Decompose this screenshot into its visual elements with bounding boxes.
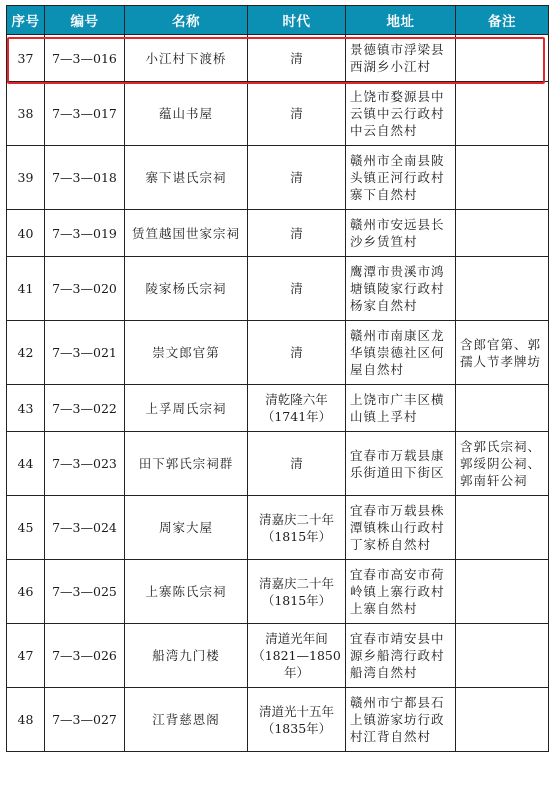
cell-code: 7—3—026 [45,624,125,688]
cell-era: 清 [248,82,346,146]
cell-code: 7—3—024 [45,496,125,560]
cell-address: 赣州市全南县陂头镇正河行政村寨下自然村 [346,146,456,210]
cell-era: 清 [248,210,346,257]
heritage-table [6,5,549,752]
cell-seq: 40 [7,210,45,257]
cell-address: 宜春市万载县株潭镇株山行政村丁家桥自然村 [346,496,456,560]
cell-era: 清 [248,321,346,385]
cell-era: 清嘉庆二十年（1815年） [248,496,346,560]
cell-seq: 37 [7,35,45,82]
cell-code: 7—3—021 [45,321,125,385]
cell-seq: 39 [7,146,45,210]
cell-name: 江背慈恩阁 [125,688,248,752]
cell-note [456,210,549,257]
cell-address: 赣州市安远县长沙乡赁笪村 [346,210,456,257]
cell-name: 上寨陈氏宗祠 [125,560,248,624]
cell-note [456,560,549,624]
cell-code: 7—3—020 [45,257,125,321]
table-row [7,624,549,688]
cell-note [456,496,549,560]
cell-seq: 46 [7,560,45,624]
header-code: 编号 [45,6,125,35]
cell-era: 清乾隆六年（1741年） [248,385,346,432]
cell-address: 鹰潭市贵溪市鸿塘镇陵家行政村杨家自然村 [346,257,456,321]
cell-name: 崇文郎官第 [125,321,248,385]
header-row [7,6,549,35]
cell-seq: 44 [7,432,45,496]
cell-note [456,257,549,321]
cell-seq: 38 [7,82,45,146]
cell-code: 7—3—027 [45,688,125,752]
cell-code: 7—3—019 [45,210,125,257]
table-row [7,82,549,146]
table-row [7,321,549,385]
cell-address: 赣州市宁都县石上镇游家坊行政村江背自然村 [346,688,456,752]
cell-name: 田下郭氏宗祠群 [125,432,248,496]
table-row [7,35,549,82]
cell-name: 周家大屋 [125,496,248,560]
cell-name: 蕴山书屋 [125,82,248,146]
table-row [7,210,549,257]
cell-name: 赁笪越国世家宗祠 [125,210,248,257]
cell-address: 赣州市南康区龙华镇崇德社区何屋自然村 [346,321,456,385]
cell-name: 小江村下渡桥 [125,35,248,82]
cell-era: 清 [248,35,346,82]
cell-name: 船湾九门楼 [125,624,248,688]
header-name: 名称 [125,6,248,35]
cell-code: 7—3—023 [45,432,125,496]
cell-note [456,688,549,752]
cell-seq: 41 [7,257,45,321]
cell-seq: 43 [7,385,45,432]
cell-note [456,146,549,210]
table-row [7,496,549,560]
header-seq: 序号 [7,6,45,35]
cell-note [456,385,549,432]
cell-note [456,82,549,146]
table-row [7,560,549,624]
cell-note [456,624,549,688]
cell-address: 景德镇市浮梁县西湖乡小江村 [346,35,456,82]
header-address: 地址 [346,6,456,35]
cell-address: 宜春市靖安县中源乡船湾行政村船湾自然村 [346,624,456,688]
cell-address: 上饶市婺源县中云镇中云行政村中云自然村 [346,82,456,146]
cell-code: 7—3—017 [45,82,125,146]
cell-era: 清道光十五年（1835年） [248,688,346,752]
cell-era: 清 [248,146,346,210]
cell-seq: 42 [7,321,45,385]
cell-address: 宜春市高安市荷岭镇上寨行政村上寨自然村 [346,560,456,624]
table-row [7,688,549,752]
cell-seq: 45 [7,496,45,560]
table-row [7,385,549,432]
table-row [7,146,549,210]
cell-seq: 47 [7,624,45,688]
table-row [7,432,549,496]
cell-note: 含郎官第、郭孺人节孝牌坊 [456,321,549,385]
cell-code: 7—3—025 [45,560,125,624]
header-note: 备注 [456,6,549,35]
table-row [7,257,549,321]
cell-era: 清道光年间（1821—1850年） [248,624,346,688]
cell-seq: 48 [7,688,45,752]
cell-era: 清 [248,257,346,321]
cell-address: 上饶市广丰区横山镇上孚村 [346,385,456,432]
cell-note [456,35,549,82]
table-body [7,35,549,752]
cell-name: 陵家杨氏宗祠 [125,257,248,321]
table-header [7,6,549,35]
cell-address: 宜春市万载县康乐街道田下街区 [346,432,456,496]
header-era: 时代 [248,6,346,35]
cell-note: 含郭氏宗祠、郭绥阴公祠、郭南轩公祠 [456,432,549,496]
cell-era: 清 [248,432,346,496]
cell-name: 上孚周氏宗祠 [125,385,248,432]
cell-code: 7—3—022 [45,385,125,432]
cell-code: 7—3—016 [45,35,125,82]
cell-era: 清嘉庆二十年（1815年） [248,560,346,624]
cell-code: 7—3—018 [45,146,125,210]
cell-name: 寨下谌氏宗祠 [125,146,248,210]
